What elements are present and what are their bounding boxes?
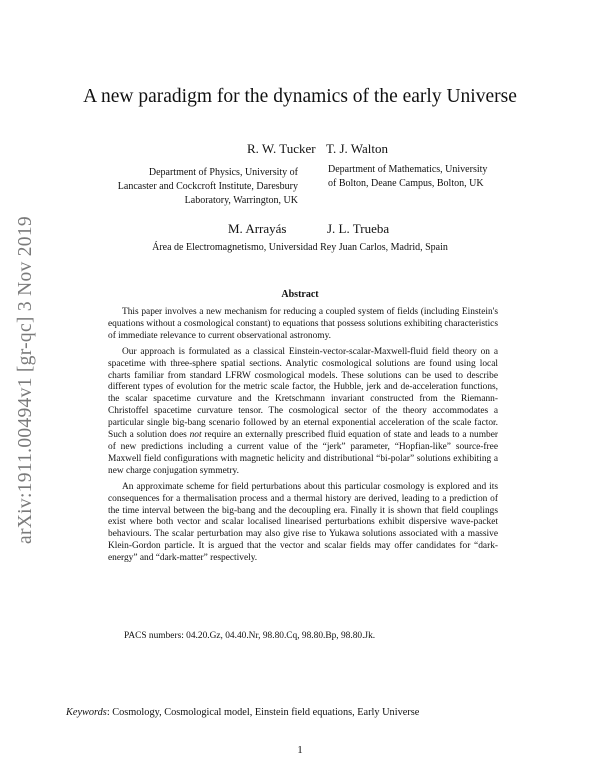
affiliation-tucker-line: Department of Physics, University of: [148, 167, 298, 178]
abstract-heading: Abstract: [281, 289, 319, 300]
affiliation-tucker-line: Laboratory, Warrington, UK: [184, 195, 298, 206]
affiliation-walton: [328, 163, 548, 191]
author-walton: T. J. Walton: [326, 141, 389, 156]
abstract-paragraph-3: An approximate scheme for field perturbations about this particular cosmology is explored and its consequences for a thermalisation process and a thermal history are derived, leading to a prediction of the time interval between the big-bang and the decoupling era. Finally it is shown that field couplings exist where both vector and scalar localised linearised perturbations exhibit dispersive wave-packet behaviours. The scalar perturbation may also give rise to Yukawa solutions associated with a massive Klein-Gordon particle. It is argued that the vector and scalar fields may offer candidates for “dark-energy” and “dark-matter” respectively.: [108, 481, 498, 564]
abstract-paragraph-1: This paper involves a new mechanism for reducing a coupled system of fields (including Einstein's equations without a cosmological constant) to equations that possess solutions exhibiting characteristics of immediate relevance to current observational astronomy.: [108, 307, 498, 341]
page-number: 1: [297, 744, 303, 756]
author-trueba: J. L. Trueba: [327, 221, 390, 236]
abstract-body: [108, 307, 498, 569]
abstract-paragraph-2-part-b: require an externally prescribed fluid equation of state and leads to a number of new predictions including a current value of the “jerk” parameter, “Hopfian-like” source-free Maxwell field configurations with magnetic helicity and distributional “bi-polar” solutions exhibiting a new charge conjugation symmetry.: [108, 430, 498, 476]
keywords-text: : Cosmology, Cosmological model, Einstein field equations, Early Universe: [106, 707, 420, 718]
pacs-numbers: PACS numbers: 04.20.Gz, 04.40.Nr, 98.80.Cq, 98.80.Bp, 98.80.Jk.: [124, 631, 376, 641]
affiliation-walton-line: Department of Mathematics, University: [328, 164, 488, 175]
keywords-label: Keywords: [66, 707, 107, 718]
affiliation-tucker-line: Lancaster and Cockcroft Institute, Daresbury: [117, 181, 298, 192]
author-arrayas: M. Arrayás: [228, 221, 287, 236]
keywords: [66, 707, 419, 718]
affiliation-shared: Área de Electromagnetismo, Universidad Rey Juan Carlos, Madrid, Spain: [152, 242, 448, 253]
affiliation-tucker: [84, 166, 298, 208]
abstract-paragraph-2-part-a: Our approach is formulated as a classical Einstein-vector-scalar-Maxwell-fluid field theory on a spacetime with three-sphere spatial sections. Analytic cosmological solutions are found using local charts familiar from standard LFRW cosmological models. These solutions can be used to describe different types of evolution for the metric scale factor, the Hubble, jerk and de-acceleration functions, the scalar spacetime curvature and the Kretschmann invariant constructed from the Riemann-Christoffel spacetime curvature tensor. The cosmological sector of the theory accommodates a particular single big-bang scenario followed by an eternal exponential acceleration of the scale factor. Such a solution does: [108, 346, 498, 441]
abstract-paragraph-2: [108, 347, 498, 478]
abstract-emphasis: not: [189, 430, 202, 441]
arxiv-identifier-text: arXiv:1911.00494v1 [gr-qc] 3 Nov 2019: [15, 216, 37, 544]
paper-title: A new paradigm for the dynamics of the early Universe: [83, 86, 517, 107]
author-tucker: R. W. Tucker: [247, 141, 316, 156]
affiliation-walton-line: of Bolton, Deane Campus, Bolton, UK: [328, 178, 484, 189]
